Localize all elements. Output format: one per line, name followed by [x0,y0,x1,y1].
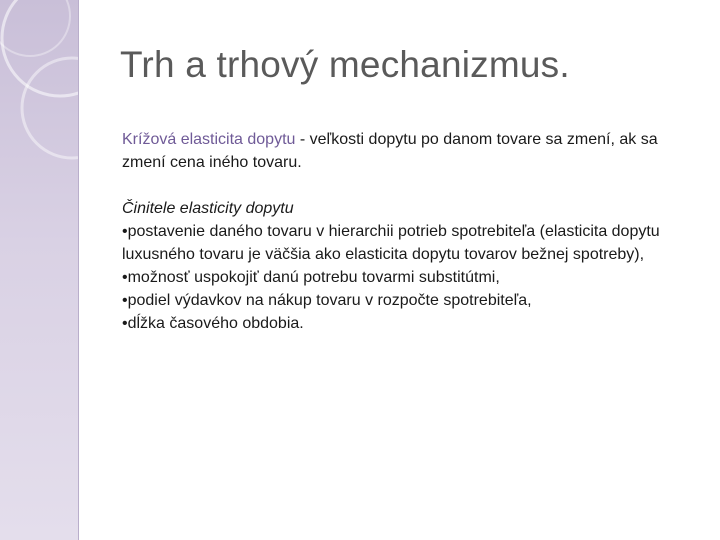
factors-heading: Činitele elasticity dopytu [122,200,294,217]
slide-body [122,128,697,335]
factor-item: •postavenie daného tovaru v hierarchii potrieb spotrebiteľa (elasticita dopytu luxusného tovaru je väčšia ako elasticita dopytu tovarov bežnej spotreby), [122,223,660,263]
definition-text: - veľkosti dopytu po danom tovare sa zmení, ak sa zmení cena iného tovaru. [122,131,658,171]
factor-item: •možnosť uspokojiť danú potrebu tovarmi substitútmi, [122,269,500,286]
definition-paragraph [122,128,697,174]
paragraph-spacer [122,174,697,197]
slide-title: Trh a trhový mechanizmus. [120,44,570,85]
decorative-circles [0,0,78,540]
definition-term: Krížová elasticita dopytu [122,131,296,148]
factor-item: •podiel výdavkov na nákup tovaru v rozpočte spotrebiteľa, [122,292,532,309]
factor-item: •dĺžka časového obdobia. [122,315,304,332]
decorative-side-band [0,0,79,540]
